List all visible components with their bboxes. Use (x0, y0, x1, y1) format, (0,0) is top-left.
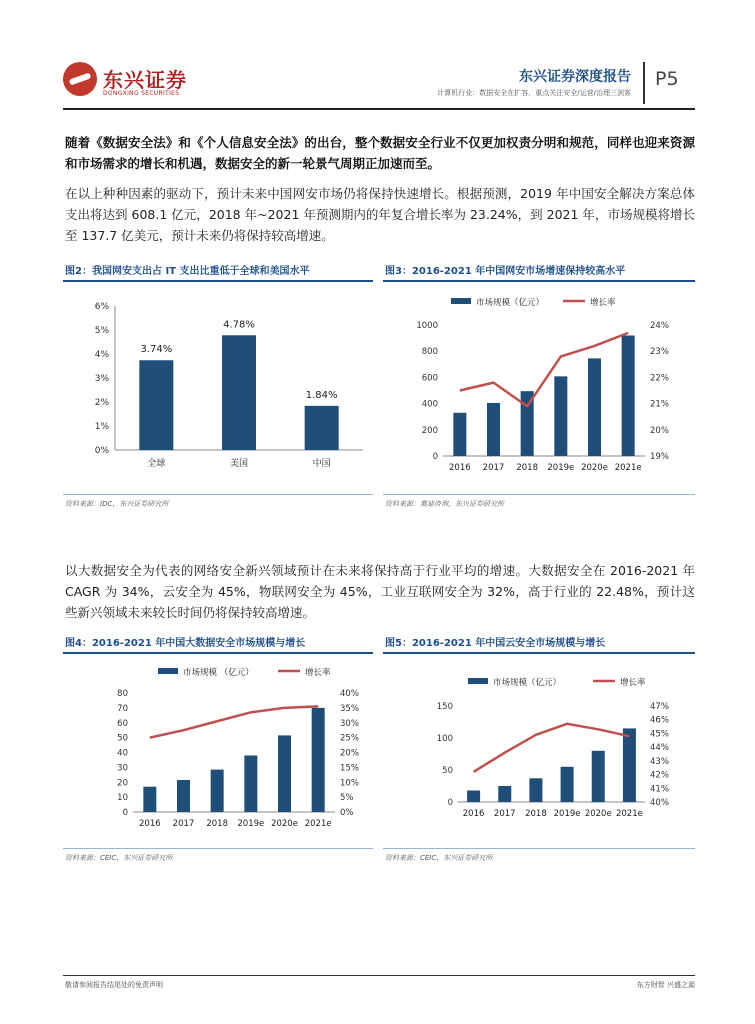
bar (623, 728, 636, 802)
bar (312, 708, 325, 812)
bar (554, 376, 567, 456)
y-tick-label: 2% (94, 398, 109, 408)
x-tick-label: 2018 (516, 463, 538, 473)
bar (453, 413, 466, 456)
company-logo-icon (63, 62, 97, 96)
y-left-tick-label: 50 (117, 733, 128, 744)
figure-5-source: 资料来源：CEIC，东兴证券研究所 (385, 854, 493, 862)
y-left-tick-label: 1000 (416, 321, 438, 331)
figure-4-rule (63, 652, 373, 654)
data-label: 1.84% (305, 389, 338, 401)
growth-rate-line (150, 706, 318, 737)
bar (487, 403, 500, 456)
x-tick-label: 2019e (553, 809, 581, 819)
y-left-tick-label: 400 (421, 399, 438, 410)
x-tick-label: 2016 (449, 463, 471, 473)
footer-slogan: 东方财智 兴盛之源 (636, 981, 695, 989)
report-subtitle: 计算机行业：数据安全在扩容，重点关注安全/运营/治理三剑客 (437, 89, 631, 97)
bar (529, 778, 542, 802)
x-tick-label: 2021e (304, 819, 332, 829)
figure-2-rule (63, 280, 373, 282)
y-right-tick-label: 20% (340, 748, 359, 759)
bar (588, 358, 601, 456)
figure-4-source: 资料来源：CEIC，东兴证券研究所 (65, 854, 173, 862)
y-left-tick-label: 30 (117, 763, 128, 774)
legend-bar-swatch (468, 678, 488, 684)
bar (244, 755, 257, 812)
figure-5-source-rule (383, 848, 695, 849)
y-left-tick-label: 200 (421, 425, 438, 436)
y-left-tick-label: 600 (421, 373, 438, 384)
bar (139, 360, 173, 450)
x-tick-label: 2018 (525, 809, 547, 819)
bar (498, 786, 511, 802)
paragraph-emerging-fields: 以大数据安全为代表的网络安全新兴领域预计在未来将保持高于行业平均的增速。大数据安全在 2016-2021 年 CAGR 为 34%，云安全为 45%，物联网安全为 45%，工业互联网安全为 32%，高于行业的 22.48%，预计这些新兴领域未来较长时间仍将保持较高增速。 (65, 563, 695, 620)
y-left-tick-label: 0 (432, 452, 438, 462)
figure-2-source-rule (63, 494, 373, 495)
figure-2-source: 资料来源：IDC，东兴证券研究所 (65, 500, 169, 508)
growth-rate-line (474, 724, 630, 772)
paragraph-market-forecast: 在以上种种因素的驱动下，预计未来中国网安市场仍将保持快速增长。根据预测，2019 年中国安全解决方案总体支出将达到 608.1 亿元，2018 年~2021 年预测期内的年复合增长率为 23.24%，到 2021 年，市场规模将增长至 137.7 亿美元，预计未来仍将保持较高增速。 (65, 186, 695, 243)
x-tick-label: 2021e (614, 463, 642, 473)
x-tick-label: 美国 (229, 459, 249, 469)
company-logo-text: 东兴证券 (103, 68, 187, 92)
bar (592, 751, 605, 802)
x-tick-label: 中国 (312, 459, 331, 469)
y-right-tick-label: 5% (340, 793, 354, 804)
y-left-tick-label: 150 (436, 702, 453, 712)
report-title: 东兴证券深度报告 (519, 69, 631, 85)
y-left-tick-label: 10 (117, 793, 128, 804)
y-right-tick-label: 22% (650, 373, 669, 384)
figure-3-source: 资料来源：赛迪咨询，东兴证券研究所 (385, 500, 504, 508)
bar (177, 780, 190, 812)
x-tick-label: 2021e (615, 809, 643, 819)
x-tick-label: 2019e (237, 819, 265, 829)
y-right-tick-label: 47% (650, 702, 669, 712)
company-logo-english: DONGXING SECURITIES (103, 90, 180, 97)
legend-line-label: 增长率 (590, 298, 616, 308)
y-left-tick-label: 0 (447, 798, 453, 808)
x-tick-label: 2017 (493, 809, 516, 819)
growth-rate-line (460, 333, 628, 406)
bar (305, 406, 339, 450)
x-tick-label: 2019e (547, 463, 575, 473)
y-right-tick-label: 21% (650, 399, 669, 410)
y-right-tick-label: 45% (650, 729, 669, 740)
y-left-tick-label: 40 (117, 748, 128, 759)
x-tick-label: 2016 (462, 809, 485, 819)
bar (561, 767, 574, 802)
figure-3-title: 图3：2016-2021 年中国网安市场增速保持较高水平 (385, 266, 626, 277)
y-left-tick-label: 0 (122, 808, 128, 818)
legend-bar-swatch (158, 668, 178, 674)
x-tick-label: 2018 (206, 819, 228, 829)
figure-2-chart (63, 290, 373, 480)
y-right-tick-label: 25% (340, 733, 359, 744)
y-right-tick-label: 35% (340, 703, 359, 714)
figure-2-title: 图2：我国网安支出占 IT 支出比重低于全球和美国水平 (65, 266, 310, 277)
y-right-tick-label: 15% (340, 763, 359, 774)
bar (143, 787, 156, 812)
y-left-tick-label: 20 (117, 778, 128, 789)
figure-5-chart (383, 660, 695, 840)
y-tick-label: 6% (94, 302, 109, 312)
data-label: 4.78% (223, 319, 255, 331)
y-right-tick-label: 46% (650, 715, 669, 726)
y-tick-label: 3% (94, 374, 109, 384)
y-right-tick-label: 20% (650, 425, 669, 436)
y-right-tick-label: 44% (650, 743, 669, 754)
footer-rule (63, 975, 695, 976)
figure-3-chart (383, 290, 695, 485)
x-tick-label: 2016 (139, 819, 161, 829)
y-right-tick-label: 23% (650, 347, 669, 358)
y-right-tick-label: 40% (650, 798, 669, 808)
bar (211, 770, 224, 812)
footer-disclaimer: 敬请参阅报告结尾处的免责声明 (65, 981, 163, 989)
y-tick-label: 0% (94, 446, 109, 456)
y-left-tick-label: 70 (117, 703, 128, 714)
legend-bar-label: 市场规模（亿元） (493, 678, 562, 688)
figure-4-title: 图4：2016-2021 年中国大数据安全市场规模与增长 (65, 638, 306, 649)
page-number: P5 (655, 68, 679, 90)
figure-3-rule (383, 280, 695, 282)
paragraph-highlight: 随着《数据安全法》和《个人信息安全法》的出台，整个数据安全行业不仅更加权责分明和规范，同样也迎来资源和市场需求的增长和机遇，数据安全的新一轮景气周期正加速而至。 (65, 135, 695, 171)
bar (278, 735, 291, 812)
y-right-tick-label: 40% (340, 689, 359, 699)
figure-3-source-rule (383, 494, 695, 495)
data-label: 3.74% (140, 344, 173, 356)
y-tick-label: 1% (94, 422, 109, 432)
header-rule (63, 108, 695, 110)
y-left-tick-label: 50 (442, 766, 453, 776)
y-left-tick-label: 100 (436, 734, 453, 744)
x-tick-label: 全球 (147, 459, 166, 469)
bar (467, 790, 480, 802)
figure-5-title: 图5：2016-2021 年中国云安全市场规模与增长 (385, 638, 606, 649)
x-tick-label: 2020e (584, 809, 612, 819)
x-tick-label: 2017 (482, 463, 505, 473)
x-tick-label: 2020e (581, 463, 608, 473)
figure-4-source-rule (63, 848, 373, 849)
y-right-tick-label: 42% (650, 770, 669, 781)
y-left-tick-label: 800 (421, 347, 438, 358)
legend-line-label: 增长率 (620, 678, 646, 688)
y-right-tick-label: 24% (650, 321, 669, 331)
y-right-tick-label: 19% (650, 452, 669, 462)
figure-4-chart (63, 660, 373, 840)
y-right-tick-label: 43% (650, 756, 669, 767)
x-tick-label: 2020e (271, 819, 298, 829)
y-tick-label: 5% (94, 326, 109, 336)
y-left-tick-label: 80 (117, 689, 128, 699)
y-right-tick-label: 30% (340, 718, 359, 729)
figure-5-rule (383, 652, 695, 654)
legend-bar-swatch (451, 298, 471, 304)
x-tick-label: 2017 (172, 819, 195, 829)
y-left-tick-label: 60 (117, 718, 128, 729)
bar (622, 335, 635, 456)
bar (222, 335, 256, 450)
legend-bar-label: 市场规模（亿元） (476, 298, 545, 308)
y-right-tick-label: 10% (340, 778, 359, 789)
y-tick-label: 4% (94, 350, 109, 360)
y-right-tick-label: 41% (650, 784, 669, 795)
header-divider (643, 62, 645, 104)
y-right-tick-label: 0% (340, 808, 354, 818)
legend-bar-label: 市场规模 （亿元） (183, 668, 254, 678)
legend-line-label: 增长率 (305, 668, 331, 678)
